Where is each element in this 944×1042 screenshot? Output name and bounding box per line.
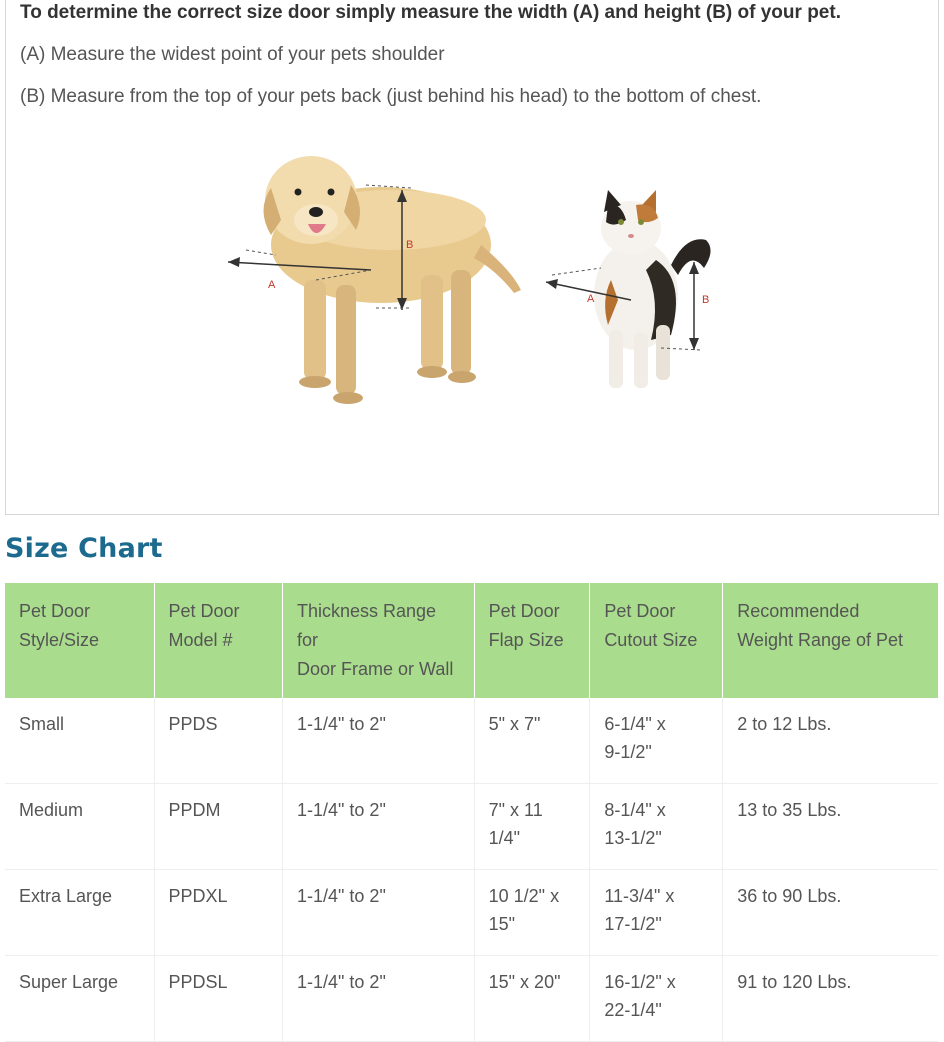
cell-text: Style/Size	[19, 630, 100, 650]
instruction-height-b: (B) Measure from the top of your pets back (just behind his head) to the bottom of chest.	[20, 86, 762, 107]
column-header	[723, 583, 938, 698]
table-row	[5, 870, 938, 956]
cell-text: 36 to 90 Lbs.	[737, 886, 842, 906]
instruction-width-a: (A) Measure the widest point of your pets shoulder	[20, 44, 445, 65]
cat-width-label-a: A	[587, 293, 595, 305]
cell-text: Extra Large	[19, 886, 113, 906]
cell-text: PPDXL	[168, 886, 228, 906]
cell-text: 15"	[488, 914, 516, 934]
cell-text: 11-3/4" x	[604, 886, 675, 906]
cell-text: Thickness Range for	[297, 601, 437, 650]
cat-height-label-b: B	[702, 294, 710, 306]
cell-text: 22-1/4"	[604, 1000, 662, 1020]
table-cell	[283, 698, 475, 784]
cell-text: 13 to 35 Lbs.	[737, 800, 842, 820]
pet-measurement-illustration	[216, 150, 736, 430]
table-cell	[474, 698, 590, 784]
cell-text: Recommended	[737, 601, 860, 621]
cell-text: 7" x 11	[488, 800, 543, 820]
cell-text: Pet Door	[168, 601, 240, 621]
table-row	[5, 698, 938, 784]
cell-text: Medium	[19, 800, 84, 820]
cell-text: Pet Door	[488, 601, 560, 621]
cell-text: 8-1/4" x	[604, 800, 666, 820]
table-cell	[154, 956, 283, 1042]
table-cell	[474, 956, 590, 1042]
table-cell	[154, 870, 283, 956]
cell-text: 17-1/2"	[604, 914, 662, 934]
cell-text: 1-1/4" to 2"	[297, 800, 386, 820]
column-header	[283, 583, 475, 698]
cat-illustration	[546, 190, 711, 388]
cell-text: 5" x 7"	[488, 714, 541, 734]
table-cell	[154, 698, 283, 784]
table-cell	[283, 956, 475, 1042]
cell-text: 2 to 12 Lbs.	[737, 714, 832, 734]
cell-text: 1-1/4" to 2"	[297, 714, 386, 734]
cell-text: Cutout Size	[604, 630, 698, 650]
table-cell	[474, 870, 590, 956]
column-header	[474, 583, 590, 698]
table-cell	[283, 870, 475, 956]
size-chart-table	[5, 583, 938, 1042]
cell-text: Weight Range of Pet	[737, 630, 904, 650]
column-header	[5, 583, 154, 698]
cell-text: PPDM	[168, 800, 221, 820]
table-cell	[474, 784, 590, 870]
dog-illustration	[228, 156, 521, 404]
cell-text: PPDS	[168, 714, 218, 734]
cell-text: 16-1/2" x	[604, 972, 676, 992]
table-cell	[5, 870, 154, 956]
table-row	[5, 784, 938, 870]
table-row	[5, 956, 938, 1042]
measurement-instructions-panel	[5, 0, 939, 515]
cell-text: Flap Size	[488, 630, 564, 650]
cell-text: 9-1/2"	[604, 742, 652, 762]
cell-text: 91 to 120 Lbs.	[737, 972, 852, 992]
cell-text: 1-1/4" to 2"	[297, 972, 386, 992]
size-chart-title: Size Chart	[5, 533, 163, 564]
table-cell	[5, 784, 154, 870]
table-cell	[283, 784, 475, 870]
cell-text: 1/4"	[488, 828, 521, 848]
cell-text: Small	[19, 714, 65, 734]
table-cell	[590, 956, 723, 1042]
table-cell	[723, 784, 938, 870]
table-cell	[5, 956, 154, 1042]
table-cell	[154, 784, 283, 870]
cell-text: Super Large	[19, 972, 119, 992]
cell-text: 1-1/4" to 2"	[297, 886, 386, 906]
table-cell	[590, 784, 723, 870]
dog-width-label-a: A	[268, 279, 276, 291]
cell-text: 15" x 20"	[488, 972, 561, 992]
cell-text: Pet Door	[19, 601, 91, 621]
column-header	[154, 583, 283, 698]
dog-height-label-b: B	[406, 239, 414, 251]
cell-text: Pet Door	[604, 601, 676, 621]
cell-text: PPDSL	[168, 972, 228, 992]
cell-text: 10 1/2" x	[488, 886, 560, 906]
table-cell	[723, 956, 938, 1042]
cell-text: Model #	[168, 630, 233, 650]
table-cell	[5, 698, 154, 784]
instructions-headline: To determine the correct size door simply measure the width (A) and height (B) of your pet.	[20, 2, 841, 23]
column-header	[590, 583, 723, 698]
cell-text: 6-1/4" x	[604, 714, 666, 734]
table-cell	[723, 698, 938, 784]
table-cell	[590, 870, 723, 956]
table-cell	[590, 698, 723, 784]
table-cell	[723, 870, 938, 956]
cell-text: 13-1/2"	[604, 828, 662, 848]
cell-text: Door Frame or Wall	[297, 659, 454, 679]
size-chart-header-row	[5, 583, 938, 698]
